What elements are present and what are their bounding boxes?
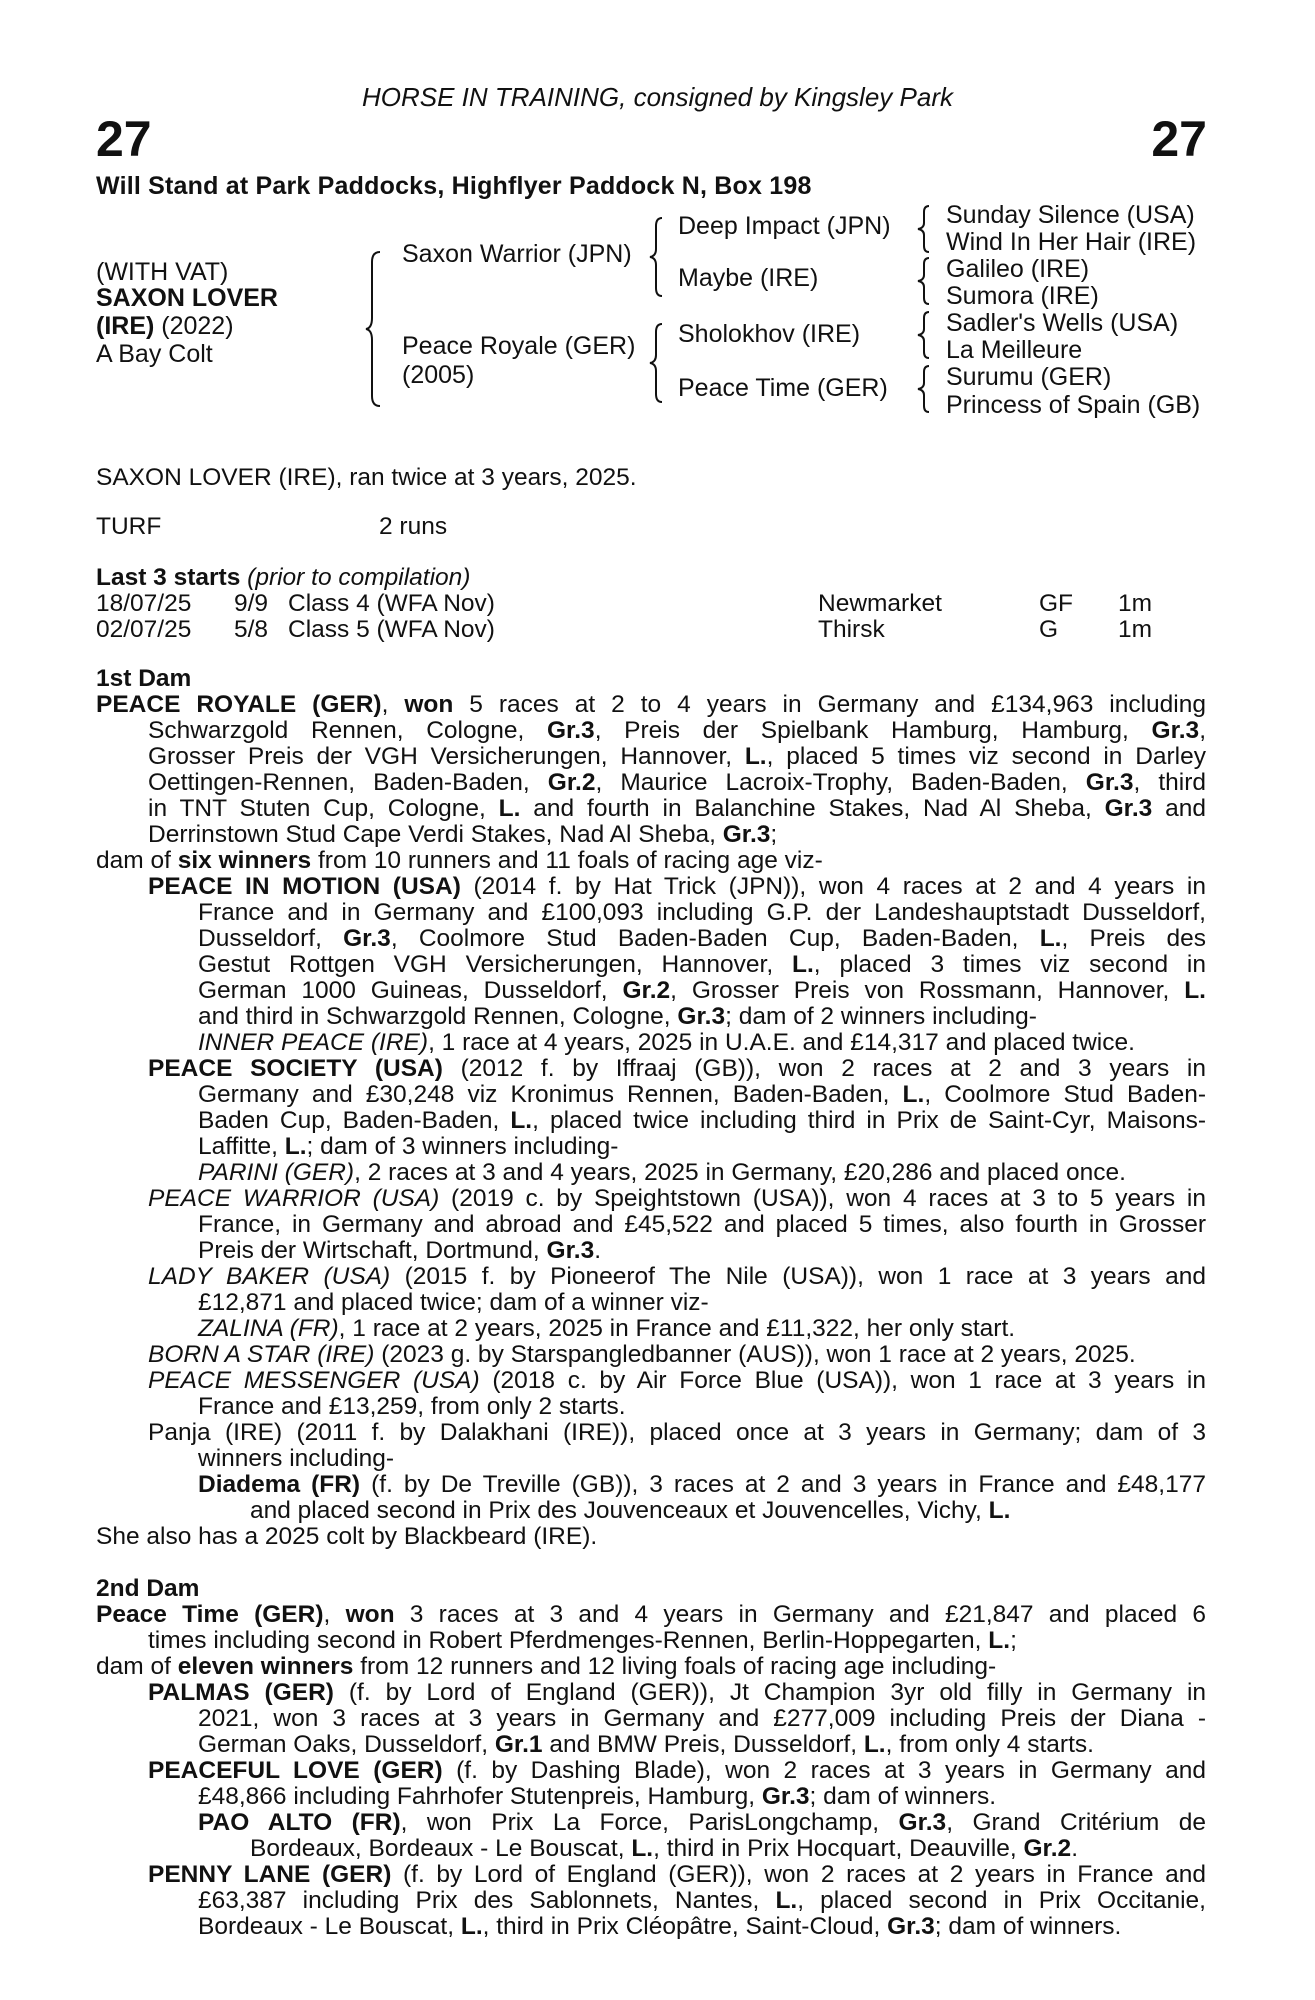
text: (2018 c. by Air Force Blue (USA)), won 1 race at 3 years in <box>479 1367 1206 1394</box>
text: German Oaks, Dusseldorf, <box>198 1731 495 1758</box>
text: £12,871 and placed twice; dam of a winner viz- <box>198 1289 709 1316</box>
first-dam-heading: 1st Dam <box>96 665 192 692</box>
text: and <box>1152 795 1206 822</box>
text: . <box>594 1237 602 1264</box>
text: , Grand Critérium de <box>946 1809 1207 1836</box>
sire-dam-dam: Sumora (IRE) <box>946 282 1099 310</box>
text: ; dam of 2 winners including- <box>725 1003 1037 1030</box>
progeny-line <box>198 1004 1206 1030</box>
grand-progeny-name: Diadema (FR) <box>198 1471 361 1498</box>
progeny-name: BORN A STAR (IRE) <box>148 1341 375 1368</box>
text: . <box>1071 1835 1078 1862</box>
text: , won Prix La Force, ParisLongchamp, <box>400 1809 899 1836</box>
table-row <box>96 617 1206 643</box>
sire-dam-sire: Galileo (IRE) <box>946 255 1090 283</box>
first-dam-line <box>148 744 1206 770</box>
won-bold: won <box>345 1601 395 1628</box>
text: Bordeaux, Bordeaux - Le Bouscat, <box>250 1835 632 1862</box>
text: Schwarzgold Rennen, Cologne, <box>148 717 547 744</box>
horse-country: (IRE) <box>96 312 155 340</box>
progeny-line <box>148 1342 1206 1368</box>
text: Bordeaux - Le Bouscat, <box>198 1913 461 1940</box>
horse-year: (2022) <box>154 312 234 340</box>
pedigree-brace-ds <box>918 310 932 360</box>
grade: L. <box>1184 977 1206 1004</box>
grade: L. <box>988 1627 1011 1654</box>
grade: L. <box>1039 925 1062 952</box>
progeny-line <box>198 1316 1206 1342</box>
grade: L. <box>284 1133 307 1160</box>
text: , Coolmore Stud Baden- <box>924 1081 1206 1108</box>
text: Dusseldorf, <box>198 925 344 952</box>
grade: Gr.2 <box>547 769 596 796</box>
progeny-line <box>148 1056 1206 1082</box>
text: times including second in Robert Pferdmenges-Rennen, Berlin-Hoppegarten, <box>148 1627 989 1654</box>
text: , placed second in Prix Occitanie, <box>797 1887 1206 1914</box>
pedigree-brace-sd <box>918 256 932 306</box>
grade: Gr.2 <box>622 977 671 1004</box>
grade: L. <box>498 795 521 822</box>
turf-record <box>96 514 1206 540</box>
start-distance: 1m <box>1118 616 1153 643</box>
grade: L. <box>631 1835 654 1862</box>
last-starts-heading <box>96 565 1206 591</box>
progeny-line <box>198 1108 1206 1134</box>
text: , <box>1199 717 1207 744</box>
text: from 12 runners and 12 living foals of racing age including- <box>353 1653 997 1680</box>
progeny-line <box>198 926 1206 952</box>
start-date: 02/07/25 <box>96 616 192 643</box>
text: ; <box>1010 1627 1017 1654</box>
text: Derrinstown Stud Cape Verdi Stakes, Nad Al Sheba, <box>148 821 723 848</box>
progeny-line <box>198 900 1206 926</box>
text: German 1000 Guineas, Dusseldorf, <box>198 977 623 1004</box>
text: Gestut Rottgen VGH Versicherungen, Hannover, <box>198 951 793 978</box>
progeny-name: PEACE WARRIOR (USA) <box>148 1185 440 1212</box>
progeny-line <box>198 1446 1206 1472</box>
table-row <box>96 591 1206 617</box>
grade: Gr.3 <box>677 1003 726 1030</box>
text: Oettingen-Rennen, Baden-Baden, <box>148 769 548 796</box>
start-going: G <box>1039 616 1059 643</box>
start-course: Newmarket <box>818 590 942 617</box>
progeny-name: PEACE IN MOTION (USA) <box>148 873 461 900</box>
text: and placed second in Prix des Jouvenceaux et Jouvencelles, Vichy, <box>250 1497 989 1524</box>
grade: L. <box>510 1107 533 1134</box>
progeny-line <box>198 1212 1206 1238</box>
start-course: Thirsk <box>818 616 885 643</box>
start-distance: 1m <box>1118 590 1153 617</box>
text: , third <box>1133 769 1206 796</box>
text: (2012 f. by Iffraaj (GB)), won 2 races at 2 and 3 years in <box>442 1055 1206 1082</box>
progeny-line <box>198 1030 1206 1056</box>
grade: L. <box>460 1913 483 1940</box>
progeny-line <box>148 1264 1206 1290</box>
progeny-line <box>148 1680 1206 1706</box>
grade: Gr.3 <box>547 717 595 744</box>
text: from 10 runners and 11 foals of racing age viz- <box>311 847 823 874</box>
progeny-name: PENNY LANE (GER) <box>148 1861 392 1888</box>
progeny-line <box>198 1888 1206 1914</box>
text: Laffitte, <box>198 1133 285 1160</box>
grand-progeny-name: PARINI (GER) <box>198 1159 355 1186</box>
dam-year: (2005) <box>402 361 475 389</box>
grade: Gr.2 <box>1023 1835 1072 1862</box>
pedigree-brace-sire <box>650 216 666 298</box>
text: Germany and £30,248 viz Kronimus Rennen, Baden-Baden, <box>198 1081 903 1108</box>
dam-sire-dam: La Meilleure <box>946 336 1083 364</box>
sire-name: Saxon Warrior (JPN) <box>402 240 632 268</box>
sire-dam: Maybe (IRE) <box>678 264 819 292</box>
text: (2014 f. by Hat Trick (JPN)), won 4 races at 2 and 4 years in <box>460 873 1206 900</box>
grade: Gr.3 <box>761 1783 810 1810</box>
progeny-line <box>148 1186 1206 1212</box>
text: (2019 c. by Speightstown (USA)), won 4 races at 3 to 5 years in <box>439 1185 1206 1212</box>
progeny-name: PEACEFUL LOVE (GER) <box>148 1757 443 1784</box>
first-dam-footnote: She also has a 2025 colt by Blackbeard (IRE). <box>96 1523 598 1550</box>
progeny-line <box>250 1498 1206 1524</box>
progeny-line <box>198 1160 1206 1186</box>
progeny-line <box>198 978 1206 1004</box>
grade: Gr.3 <box>1151 717 1200 744</box>
grade: Gr.3 <box>343 925 391 952</box>
progeny-name: PEACE SOCIETY (USA) <box>148 1055 443 1082</box>
grand-progeny-name: ZALINA (FR) <box>198 1315 339 1342</box>
catalogue-subtitle: HORSE IN TRAINING, consigned by Kingsley Park <box>362 82 953 112</box>
text: (f. by De Treville (GB)), 3 races at 2 and 3 years in France and £48,177 <box>360 1471 1206 1498</box>
text: , Maurice Lacroix-Trophy, Baden-Baden, <box>595 769 1086 796</box>
pedigree-brace-main <box>366 250 386 408</box>
progeny-line <box>198 1810 1206 1836</box>
vat-label: (WITH VAT) <box>96 258 229 286</box>
text: 5 races at 2 to 4 years in Germany and £134,963 including <box>453 691 1206 718</box>
progeny-line <box>198 1394 1206 1420</box>
text: , from only 4 starts. <box>885 1731 1094 1758</box>
pedigree-brace-dd <box>918 364 932 414</box>
progeny-line <box>198 1134 1206 1160</box>
start-placing: 9/9 <box>234 590 269 617</box>
grade: Gr.3 <box>887 1913 935 1940</box>
progeny-name: LADY BAKER (USA) <box>148 1263 391 1290</box>
dam-name-bold: Peace Time (GER) <box>96 1601 324 1628</box>
text: ; dam of 3 winners including- <box>306 1133 619 1160</box>
text: £48,866 including Fahrhofer Stutenpreis, Hamburg, <box>198 1783 762 1810</box>
text: , <box>323 1601 346 1628</box>
dam-sire: Sholokhov (IRE) <box>678 320 861 348</box>
progeny-line <box>198 1472 1206 1498</box>
progeny-line <box>148 1368 1206 1394</box>
text: , Preis des <box>1061 925 1206 952</box>
grand-progeny-name: INNER PEACE (IRE) <box>198 1029 429 1056</box>
text: France, in Germany and abroad and £45,522 and placed 5 times, also fourth in Grosser <box>198 1211 1206 1238</box>
dam-name-bold: PEACE ROYALE (GER) <box>96 691 382 718</box>
text: (2023 g. by Starspangledbanner (AUS)), won 1 race at 2 years, 2025. <box>374 1341 1136 1368</box>
text: , placed 5 times viz second in Darley <box>766 743 1206 770</box>
text: , 1 race at 4 years, 2025 in U.A.E. and £14,317 and placed twice. <box>428 1029 1135 1056</box>
start-placing: 5/8 <box>234 616 269 643</box>
grade: L. <box>902 1081 925 1108</box>
text: (f. by Lord of England (GER)), won 2 races at 2 years in France and <box>391 1861 1207 1888</box>
turf-label: TURF <box>96 513 162 540</box>
grade: Gr.3 <box>1085 769 1134 796</box>
progeny-line <box>198 1914 1206 1940</box>
text: , 1 race at 2 years, 2025 in France and £11,322, her only start. <box>338 1315 1016 1342</box>
text: dam of <box>96 1653 178 1680</box>
grade: Gr.3 <box>546 1237 595 1264</box>
grade: L. <box>744 743 767 770</box>
start-race: Class 5 (WFA Nov) <box>288 616 495 643</box>
text: , 2 races at 3 and 4 years, 2025 in Germany, £20,286 and placed once. <box>354 1159 1126 1186</box>
text: Preis der Wirtschaft, Dortmund, <box>198 1237 547 1264</box>
grade: L. <box>792 951 814 978</box>
won-bold: won <box>404 691 454 718</box>
sire-sire-sire: Sunday Silence (USA) <box>946 201 1195 229</box>
text: Baden Cup, Baden-Baden, <box>198 1107 511 1134</box>
winners-bold: eleven winners <box>177 1653 354 1680</box>
stand-location: Will Stand at Park Paddocks, Highflyer Paddock N, Box 198 <box>96 172 812 200</box>
progeny-name: PALMAS (GER) <box>148 1679 334 1706</box>
sire-sire: Deep Impact (JPN) <box>678 212 891 240</box>
text: ; dam of winners. <box>934 1913 1122 1940</box>
horse-name: SAXON LOVER <box>96 284 278 312</box>
progeny-line <box>198 1706 1206 1732</box>
horse-origin-year <box>96 312 234 340</box>
text: , third in Prix Hocquart, Deauville, <box>653 1835 1024 1862</box>
text: and BMW Preis, Dusseldorf, <box>542 1731 864 1758</box>
text: in TNT Stuten Cup, Cologne, <box>148 795 499 822</box>
first-dam-line <box>96 848 1206 874</box>
text: , Coolmore Stud Baden-Baden Cup, Baden-Baden, <box>390 925 1040 952</box>
last-starts-note: (prior to compilation) <box>240 564 471 591</box>
text: ; dam of winners. <box>809 1783 997 1810</box>
dam-dam: Peace Time (GER) <box>678 374 888 402</box>
grade: L. <box>775 1887 798 1914</box>
progeny-line <box>148 1420 1206 1446</box>
progeny-line <box>148 874 1206 900</box>
progeny-name: PEACE MESSENGER (USA) <box>148 1367 480 1394</box>
text: 2021, won 3 races at 3 years in Germany and £277,009 including Preis der Diana - <box>198 1705 1206 1732</box>
first-dam-line <box>96 692 1206 718</box>
text: £63,387 including Prix des Sablonnets, Nantes, <box>198 1887 776 1914</box>
turf-runs: 2 runs <box>379 513 448 540</box>
first-dam-line <box>148 796 1206 822</box>
text: , placed 3 times viz second in <box>813 951 1206 978</box>
grade: Gr.1 <box>494 1731 543 1758</box>
text: (f. by Dashing Blade), won 2 races at 3 years in Germany and <box>442 1757 1206 1784</box>
grade: L. <box>988 1497 1011 1524</box>
text: and third in Schwarzgold Rennen, Cologne, <box>198 1003 678 1030</box>
text: Panja (IRE) (2011 f. by Dalakhani (IRE)), placed once at 3 years in Germany; dam of 3 <box>148 1419 1206 1446</box>
text: , <box>381 691 405 718</box>
progeny-line <box>198 1732 1206 1758</box>
progeny-line <box>198 1290 1206 1316</box>
text: 3 races at 3 and 4 years in Germany and £21,847 and placed 6 <box>394 1601 1207 1628</box>
first-dam-line <box>148 822 1206 848</box>
dam-sire-sire: Sadler's Wells (USA) <box>946 309 1179 337</box>
start-date: 18/07/25 <box>96 590 192 617</box>
grand-progeny-name: PAO ALTO (FR) <box>198 1809 401 1836</box>
progeny-line <box>148 1862 1206 1888</box>
winners-bold: six winners <box>177 847 312 874</box>
sire-sire-dam: Wind In Her Hair (IRE) <box>946 228 1197 256</box>
text: (2015 f. by Pioneerof The Nile (USA)), won 1 race at 3 years and <box>390 1263 1206 1290</box>
second-dam-line <box>148 1628 1206 1654</box>
start-race: Class 4 (WFA Nov) <box>288 590 495 617</box>
dam-name: Peace Royale (GER) <box>402 332 636 360</box>
grade: L. <box>863 1731 886 1758</box>
text: Grosser Preis der VGH Versicherungen, Hannover, <box>148 743 745 770</box>
race-summary: SAXON LOVER (IRE), ran twice at 3 years, 2025. <box>96 464 637 491</box>
text: dam of <box>96 847 178 874</box>
grade: Gr.3 <box>898 1809 947 1836</box>
progeny-line <box>198 1082 1206 1108</box>
grade: Gr.3 <box>1104 795 1153 822</box>
text: France and in Germany and £100,093 including G.P. der Landeshauptstadt Dusseldorf, <box>198 899 1206 926</box>
progeny-line <box>198 1784 1206 1810</box>
second-dam-line <box>96 1654 1206 1680</box>
first-dam-line <box>148 770 1206 796</box>
text: , placed twice including third in Prix de Saint-Cyr, Maisons- <box>532 1107 1206 1134</box>
text: and fourth in Balanchine Stakes, Nad Al Sheba, <box>520 795 1105 822</box>
text: , Grosser Preis von Rossmann, Hannover, <box>670 977 1185 1004</box>
progeny-line <box>198 1238 1206 1264</box>
progeny-line <box>198 952 1206 978</box>
text: France and £13,259, from only 2 starts. <box>198 1393 626 1420</box>
dam-dam-sire: Surumu (GER) <box>946 363 1112 391</box>
second-dam-line <box>96 1602 1206 1628</box>
progeny-line <box>250 1836 1206 1862</box>
pedigree-brace-dam <box>650 322 666 404</box>
progeny-line <box>148 1758 1206 1784</box>
lot-number-right: 27 <box>1151 111 1207 167</box>
first-dam-line <box>148 718 1206 744</box>
pedigree-brace-ss <box>918 204 932 254</box>
text: , third in Prix Cléopâtre, Saint-Cloud, <box>482 1913 888 1940</box>
start-going: GF <box>1039 590 1074 617</box>
text: (f. by Lord of England (GER)), Jt Champion 3yr old filly in Germany in <box>333 1679 1207 1706</box>
text: ; <box>770 821 778 848</box>
horse-description: A Bay Colt <box>96 340 213 368</box>
grade: Gr.3 <box>722 821 771 848</box>
dam-dam-dam: Princess of Spain (GB) <box>946 391 1201 419</box>
second-dam-heading: 2nd Dam <box>96 1575 200 1602</box>
text: winners including- <box>198 1445 395 1472</box>
lot-number-left: 27 <box>96 111 152 167</box>
text: , Preis der Spielbank Hamburg, Hamburg, <box>594 717 1152 744</box>
last-starts-title: Last 3 starts <box>96 564 241 591</box>
